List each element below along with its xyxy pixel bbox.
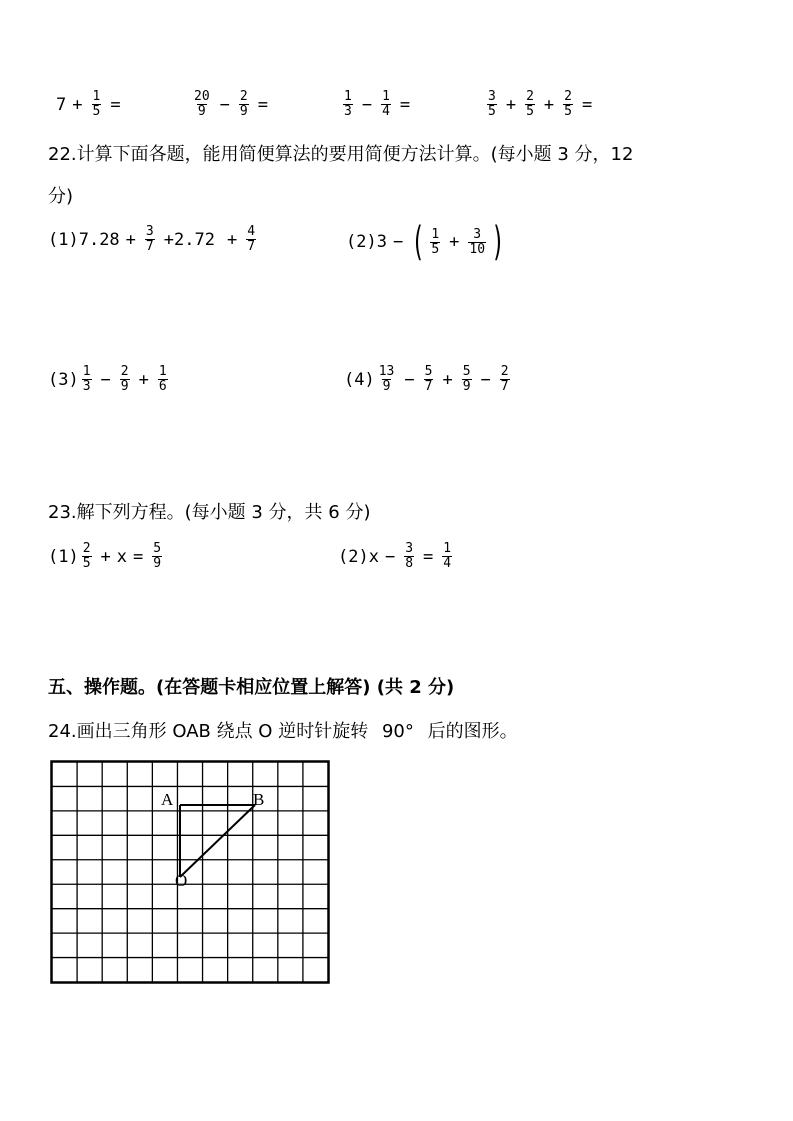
operator: − xyxy=(100,369,111,390)
operator: + xyxy=(543,94,555,115)
variable: x xyxy=(116,546,128,567)
number: 7.28 xyxy=(78,229,120,250)
fraction: $\frac{1}{3}$ xyxy=(82,364,91,394)
problem-label: (4) xyxy=(344,369,375,390)
fraction: $\frac{20}{9}$ xyxy=(194,89,210,119)
operator: + xyxy=(226,229,238,250)
fraction: $\frac{5}{7}$ xyxy=(424,364,433,394)
fraction: $\frac{3}{8}$ xyxy=(405,541,414,571)
grid-lines xyxy=(52,762,328,982)
fraction: $\frac{4}{7}$ xyxy=(247,224,256,254)
q24-angle: 90° xyxy=(381,721,414,742)
fraction: $\frac{2}{9}$ xyxy=(120,364,129,394)
q23-problem-1 xyxy=(48,542,165,571)
fraction: $\frac{2}{5}$ xyxy=(526,89,534,119)
expression-3 xyxy=(340,90,416,119)
equals: = xyxy=(110,94,121,115)
q22-problem-4 xyxy=(344,365,513,394)
rotation-grid-figure xyxy=(50,760,332,991)
operator: − xyxy=(361,94,373,115)
number: 7 xyxy=(56,94,67,115)
expression-1 xyxy=(56,90,127,119)
fraction: $\frac{3}{10}$ xyxy=(469,226,486,257)
q23-problem-2 xyxy=(338,542,455,571)
fraction: $\frac{5}{9}$ xyxy=(153,541,162,571)
fraction: $\frac{3}{5}$ xyxy=(488,89,496,119)
label-o: O xyxy=(175,871,188,890)
operator: − xyxy=(392,232,404,252)
fraction: $\frac{2}{5}$ xyxy=(82,541,91,571)
fraction: $\frac{2}{5}$ xyxy=(564,89,572,119)
operator: − xyxy=(219,94,230,115)
q22-problem-3 xyxy=(48,365,171,394)
fraction: $\frac{2}{9}$ xyxy=(239,89,248,119)
operator: − xyxy=(480,369,491,390)
problem-label: (1) xyxy=(48,229,79,250)
q22-problem-1 xyxy=(48,225,259,254)
equals: = xyxy=(423,546,434,567)
fraction: $\frac{5}{9}$ xyxy=(462,364,471,394)
fraction: $\frac{1}{3}$ xyxy=(344,89,352,119)
right-parenthesis: ) xyxy=(491,219,505,265)
operator: + xyxy=(100,546,111,567)
operator: + xyxy=(125,229,136,250)
fraction: $\frac{1}{5}$ xyxy=(92,89,101,119)
label-b: B xyxy=(253,790,265,809)
number: 3 xyxy=(376,232,387,252)
term: +2.72 xyxy=(163,229,215,250)
operator: + xyxy=(72,94,83,115)
q23-instruction: 23.解下列方程。(每小题 3 分，共 6 分) xyxy=(48,502,371,523)
operator: + xyxy=(505,94,517,115)
operator: − xyxy=(384,546,396,567)
equals: = xyxy=(133,546,144,567)
q24-instruction xyxy=(48,712,518,752)
problem-label: (2) xyxy=(346,232,377,252)
q22-instruction-line2: 分) xyxy=(48,186,74,207)
segment-ob xyxy=(180,805,255,877)
operator: + xyxy=(138,369,149,390)
fraction: $\frac{1}{4}$ xyxy=(382,89,390,119)
fraction: $\frac{2}{7}$ xyxy=(500,364,509,394)
label-a: A xyxy=(161,790,174,809)
q22-problem-2 xyxy=(346,219,507,265)
problem-label: (3) xyxy=(48,369,79,390)
problem-label: (2) xyxy=(338,546,369,567)
q22-instruction-line1: 22.计算下面各题，能用简便算法的要用简便方法计算。(每小题 3 分，12 xyxy=(48,144,634,165)
fraction: $\frac{1}{4}$ xyxy=(443,541,452,571)
expression-4 xyxy=(484,90,598,119)
problem-label: (1) xyxy=(48,546,79,567)
section-5-heading: 五、操作题。(在答题卡相应位置上解答) (共 2 分) xyxy=(48,677,455,698)
equals: = xyxy=(257,94,268,115)
fraction: $\frac{1}{5}$ xyxy=(431,226,440,257)
expression-2 xyxy=(190,90,274,119)
equals: = xyxy=(399,94,411,115)
left-parenthesis: ( xyxy=(411,219,425,265)
operator: − xyxy=(404,369,415,390)
variable: x xyxy=(368,546,379,567)
fraction: $\frac{13}{9}$ xyxy=(378,364,395,394)
operator: + xyxy=(449,232,460,252)
q24-text-before: 24.画出三角形 OAB 绕点 O 逆时针旋转 xyxy=(48,721,369,742)
fraction: $\frac{1}{6}$ xyxy=(158,364,167,394)
fraction: $\frac{3}{7}$ xyxy=(145,224,154,254)
operator: + xyxy=(442,369,453,390)
grid-border xyxy=(52,762,329,983)
equals: = xyxy=(581,94,593,115)
q24-text-after: 后的图形。 xyxy=(427,721,518,742)
grid-svg xyxy=(50,760,332,986)
